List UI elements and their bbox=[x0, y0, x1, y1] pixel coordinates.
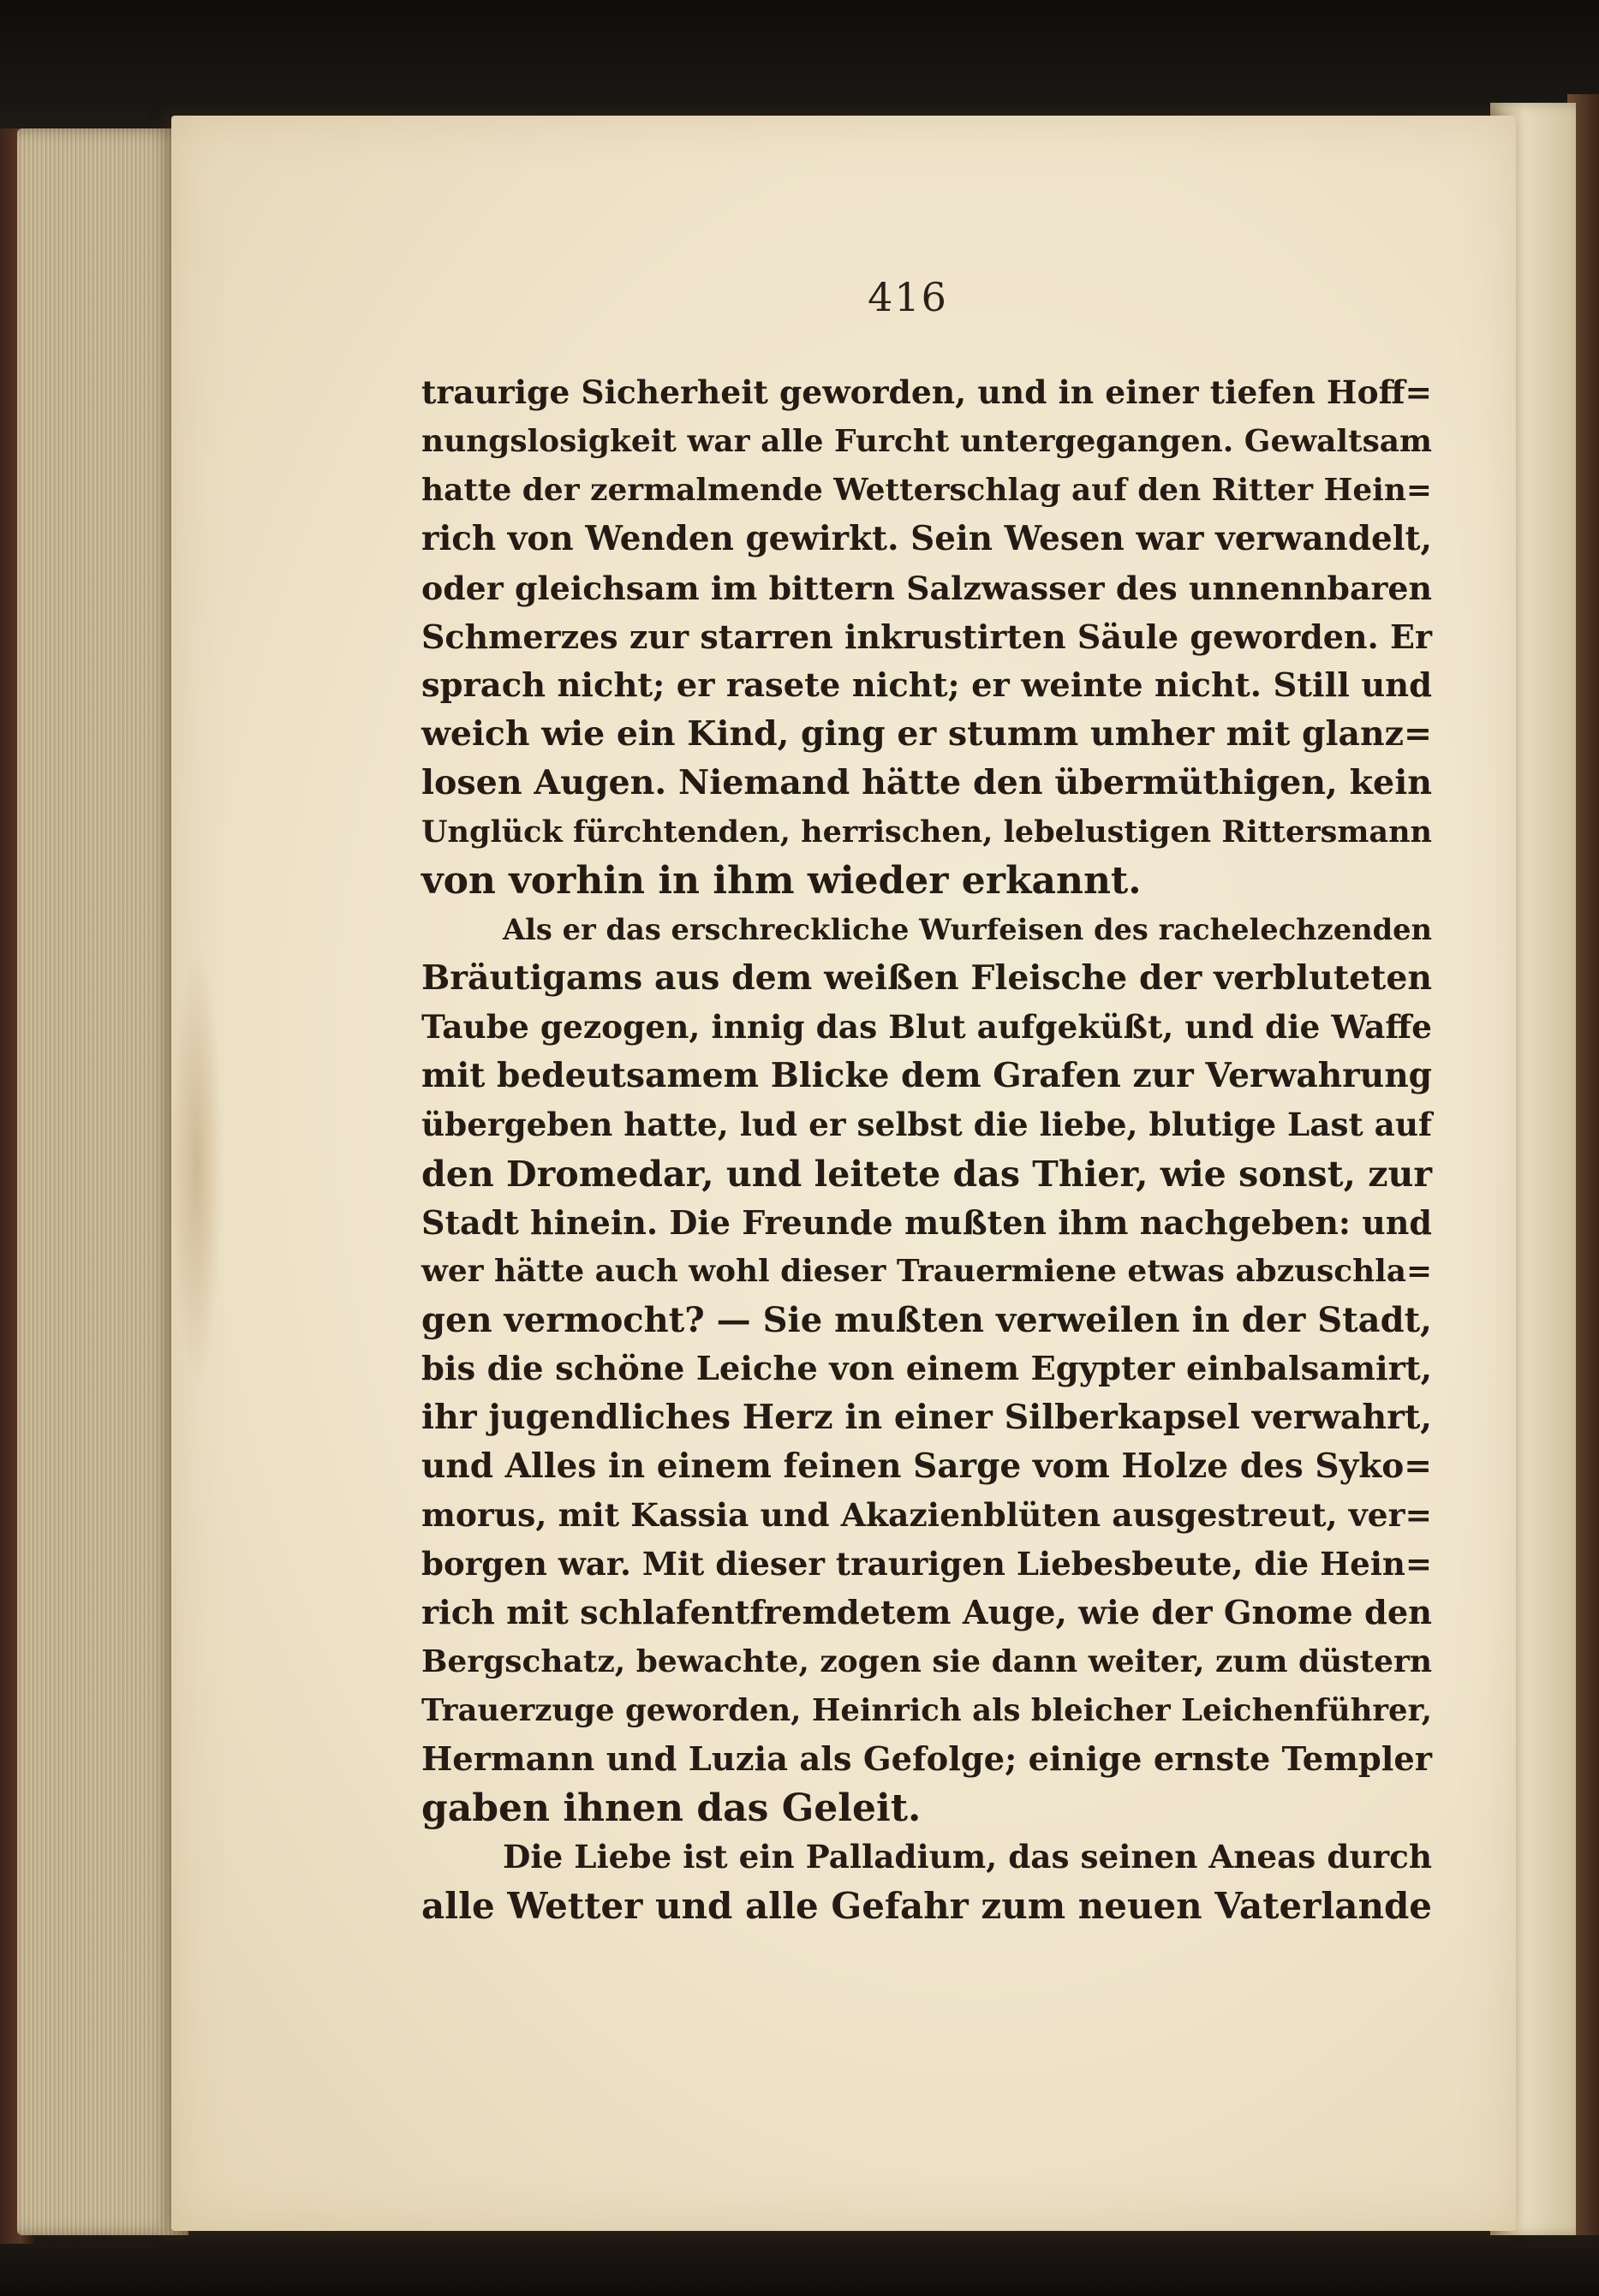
text-line: gaben ihnen das Geleit. bbox=[421, 1786, 922, 1830]
text-line: rich mit schlafentfremdetem Auge, wie der Gnome den bbox=[421, 1594, 1432, 1632]
text-line: losen Augen. Niemand hätte den übermüthigen, kein bbox=[421, 763, 1432, 802]
text-line: nungslosigkeit war alle Furcht untergegangen. Gewaltsam bbox=[421, 423, 1432, 459]
text-line: Bräutigams aus dem weißen Fleische der verbluteten bbox=[421, 958, 1432, 998]
text-line: Als er das erschreckliche Wurfeisen des rachelechzenden bbox=[503, 912, 1432, 946]
text-line: von vorhin in ihm wieder erkannt. bbox=[421, 859, 1142, 903]
text-line: und Alles in einem feinen Sarge vom Holze des Syko= bbox=[421, 1446, 1432, 1486]
page-stack-edge bbox=[17, 128, 188, 2235]
body-text bbox=[421, 368, 1432, 1930]
background-bottom bbox=[0, 2227, 1599, 2296]
text-line: bis die schöne Leiche von einem Egypter einbalsamirt, bbox=[421, 1350, 1433, 1388]
text-line: sprach nicht; er rasete nicht; er weinte nicht. Still und bbox=[421, 666, 1432, 705]
text-line: den Dromedar, und leitete das Thier, wie sonst, zur bbox=[421, 1153, 1433, 1195]
text-line: Bergschatz, bewachte, zogen sie dann weiter, zum düstern bbox=[421, 1643, 1432, 1679]
text-line: Stadt hinein. Die Freunde mußten ihm nachgeben: und bbox=[421, 1203, 1432, 1242]
text-line: morus, mit Kassia und Akazienblüten ausgestreut, ver= bbox=[421, 1496, 1432, 1534]
background-top bbox=[0, 0, 1599, 128]
text-line: traurige Sicherheit geworden, und in einer tiefen Hoff= bbox=[421, 373, 1432, 411]
text-line: hatte der zermalmende Wetterschlag auf den Ritter Hein= bbox=[421, 472, 1432, 508]
page-stain bbox=[171, 942, 223, 1387]
text-line: Schmerzes zur starren inkrustirten Säule geworden. Er bbox=[421, 617, 1432, 656]
text-line: gen vermocht? — Sie mußten verweilen in der Stadt, bbox=[421, 1300, 1432, 1340]
text-line: wer hätte auch wohl dieser Trauermiene etwas abzuschla= bbox=[421, 1253, 1432, 1289]
text-line: übergeben hatte, lud er selbst die liebe, blutige Last auf bbox=[421, 1106, 1432, 1143]
text-line: mit bedeutsamem Blicke dem Grafen zur Verwahrung bbox=[421, 1056, 1432, 1095]
text-line: oder gleichsam im bittern Salzwasser des unnennbaren bbox=[421, 569, 1432, 607]
text-line: ihr jugendliches Herz in einer Silberkapsel verwahrt, bbox=[421, 1398, 1432, 1437]
text-line: Unglück fürchtenden, herrischen, lebelustigen Rittersmann bbox=[421, 814, 1432, 850]
text-line: Trauerzuge geworden, Heinrich als bleicher Leichenführer, bbox=[421, 1693, 1432, 1728]
text-line: Die Liebe ist ein Palladium, das seinen Aneas durch bbox=[503, 1838, 1432, 1876]
text-line: rich von Wenden gewirkt. Sein Wesen war verwandelt, bbox=[421, 519, 1432, 558]
text-line: Taube gezogen, innig das Blut aufgeküßt, und die Waffe bbox=[421, 1008, 1432, 1046]
text-line: alle Wetter und alle Gefahr zum neuen Vaterlande bbox=[421, 1885, 1432, 1927]
text-line: weich wie ein Kind, ging er stumm umher mit glanz= bbox=[421, 714, 1432, 754]
text-line: borgen war. Mit dieser traurigen Liebesbeute, die Hein= bbox=[421, 1545, 1432, 1583]
page-number: 416 bbox=[868, 274, 948, 320]
text-line: Hermann und Luzia als Gefolge; einige ernste Templer bbox=[421, 1740, 1432, 1779]
